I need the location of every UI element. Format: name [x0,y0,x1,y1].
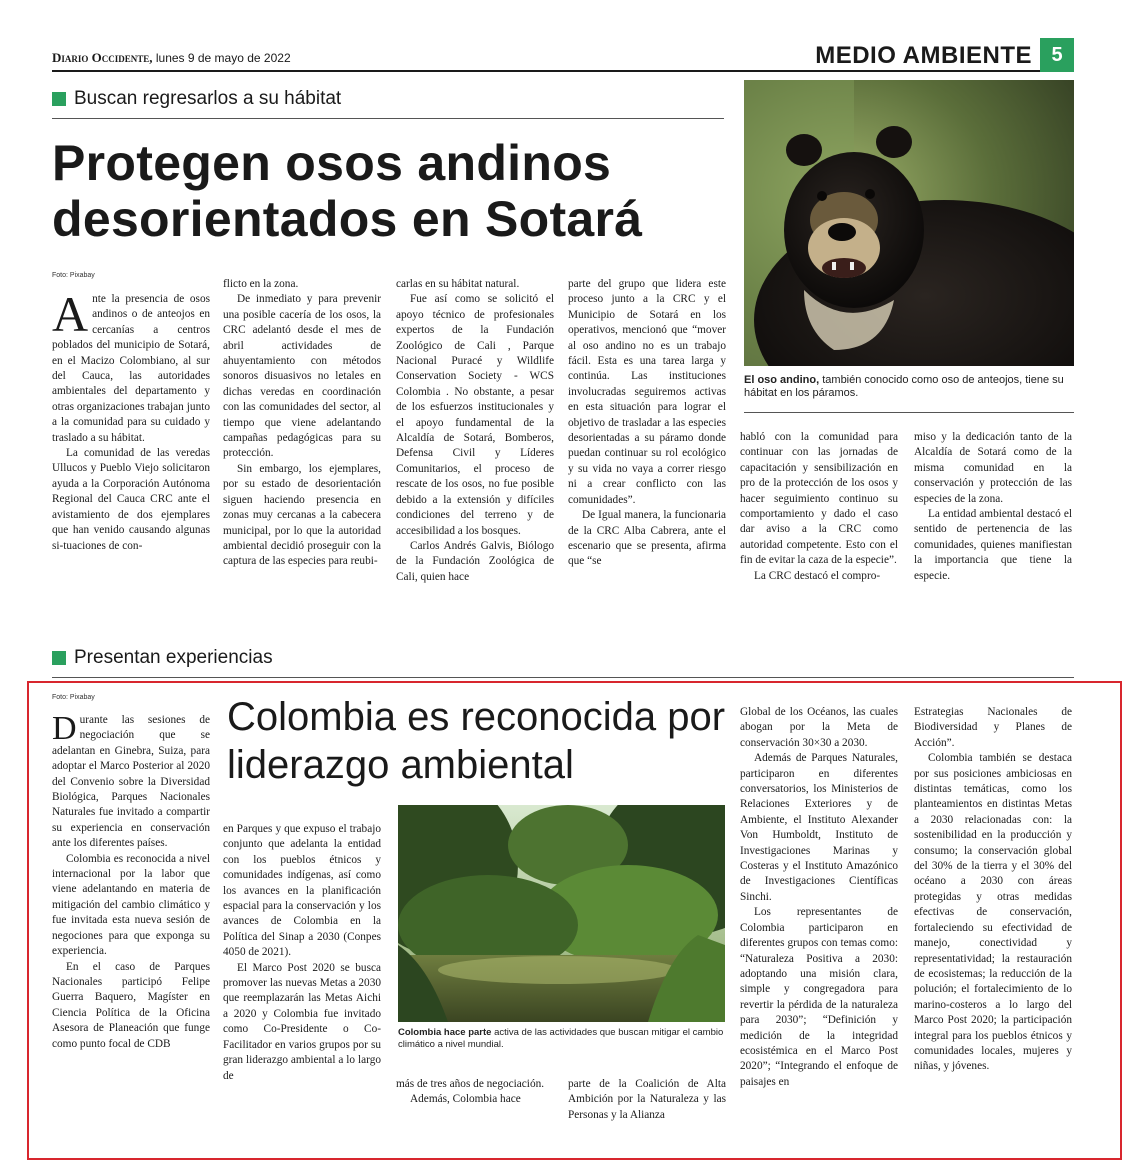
kicker-rule [52,677,1074,678]
article2-column-3: más de tres años de negociación. Además, Colombia hace [396,1078,545,1106]
article1-column-4: parte del grupo que lidera este proceso junto a la CRC y el Municipio de Sotará en los operativos, mencionó que “mover al oso andino no es un trabajo fácil. Esta es una tarea larga y continúa. Las instituciones involucradas seguiremos activas en esta situación para lograr el objetivo de trasladar a las especies desorientadas a su páramo donde puedan continuar su rol ecológico y su vida no vaya a correr riesgo ni a crear conflicto con las comunidades”. De Igual manera, la funcionaria de la CRC Alba Cabrera, ante el escenario que se presenta, afirma que “se [568,278,726,568]
article1-column-5: habló con la comunidad para continuar con las jornadas de capacitación y sensibilización en pro de la protección de los osos y hacer seguimiento continuo su comportamiento y dado el caso dar aviso a la CRC como autoridad competente. Esto con el fin de evitar la caza de la especie”. La CRC destacó el compro- [740,431,898,582]
forest-river-photo [398,805,725,1022]
page-number: 5 [1040,38,1074,72]
kicker-square-icon [52,651,66,665]
kicker-square-icon [52,92,66,106]
section-name: MEDIO AMBIENTE [815,42,1032,69]
article2-dropcap: D [52,710,77,747]
article2-column-1: Durante las sesiones de negociación que se adelantan en Ginebra, Suiza, para adoptar el Marco Posterior al 2020 del Convenio sobre la Diversidad Biológica, Parques Nacionales Naturales fue invitado a compartir su experiencia en conservación ante los diferentes países. Colombia es reconocida a nivel internacional por la labor que viene adelantando en materia de mitigación del cambio climático y fue invitada esta nueva sesión de negociones para que exponga su experiencia. En el caso de Parques Nacionales participó Felipe Guerra Baquero, Magíster en Ciencia Política de la Oficina Asesora de Planeación que funge como punto focal de CDB [52,710,210,1050]
article2-headline: Colombia es reconocida por liderazgo ambiental [227,695,726,787]
article1-column-3: carlas en su hábitat natural. Fue así como se solicitó el apoyo técnico de profesionales expertos de la Fundación Zoológico de Cali , Parque Nacional Puracé y Wildlife Conservation Society - WCS Colombia . No obstante, a pesar de los esfuerzos institucionales y el apoyo fundamental de la Alcaldía de Sotará, Bomberos, Defensa Civil y Líderes Comunitarios, el proceso de rescate de los osos, no fue posible debido a la extensión y difíciles condiciones del terreno y de accesibilidad a los bosques. Carlos Andrés Galvis, Biólogo de la Fundación Zoológica de Cali, quien hace [396,278,554,583]
masthead [52,38,1074,72]
article1-dropcap: A [52,286,89,342]
article1-column-6: miso y la dedicación tanto de la Alcaldía de Sotará como de la misma comunidad en la conservación y protección de las especies de la zona. La entidad ambiental destacó el sentido de pertenencia de las comunidades, quienes manifiestan la importancia que tiene la especie. [914,431,1072,582]
kicker-rule [52,118,724,119]
article1-kicker [52,88,341,110]
andean-bear-photo [744,80,1074,366]
masthead-dateline [52,50,291,66]
article1-photo-caption: El oso andino, también conocido como oso de anteojos, tiene su hábitat en los páramos. [744,374,1064,399]
article1-photo-credit: Foto: Pixabay [52,272,95,279]
publication-date: lunes 9 de mayo de 2022 [152,51,291,65]
bear-image-icon [744,80,1074,366]
article2-column-4: parte de la Coalición de Alta Ambición por la Naturaleza y las Personas y la Alianza [568,1078,726,1121]
forest-image-icon [398,805,725,1022]
article1-headline: Protegen osos andinos desorientados en Sotará [52,135,643,247]
article2-photo-credit: Foto: Pixabay [52,694,95,701]
caption-rule [744,412,1074,413]
newspaper-name: Diario Occidente, [52,50,153,65]
article2-column-5: Global de los Océanos, las cuales abogan por la Meta de conservación 30×30 a 2030. Además de Parques Naturales, participaron en diferentes conversatorios, los Ministerios de Relaciones Exteriores y de Ambiente, el Instituto Alexander Von Humboldt, Instituto de Investigaciones Marinas y Costeras y el Instituto Amazónico de Investigaciones Científicas Sinchi. Los representantes de Colombia participaron en diferentes grupos con temas como: “Naturaleza Positiva a 2030: adoptando una misión clara, simple y congregadora para revertir la pérdida de la naturaleza para 2030”; “Definición y medición de la integridad ecosistémica en el Marco Post 2020”; “Integrando el enfoque de paisajes en [740,706,898,1088]
article1-column-1: Ante la presencia de osos andinos o de anteojos en cercanías a centros poblados del municipio de Sotará, en el Macizo Colombiano, al sur del Cauca, las autoridades ambientales del departamento y otras organizaciones trabajan junto a la comunidad para su cuidado y traslado a su hábitat. La comunidad de las veredas Ullucos y Pueblo Viejo solicitaron ayuda a la Corporación Autónoma Regional del Cauca CRC ante el avistamiento de dos ejemplares que han venido causando algunas si-tuaciones de con- [52,286,210,552]
article2-photo-caption: Colombia hace parte activa de las actividades que buscan mitigar el cambio climático a nivel mundial. [398,1027,724,1050]
article1-column-2: flicto en la zona. De inmediato y para prevenir una posible cacería de los osos, la CRC adelantó desde el mes de abril actividades de ahuyentamiento con métodos sonoros disuasivos no letales en dichas veredas en coordinación con las comunidades del sector, al tiempo que viene adelantando campañas pedagógicas para su protección. Sin embargo, los ejemplares, por su estado de desorientación siguen haciendo presencia en zonas muy cercanas a la cabecera municipal, por lo que la autoridad ambiental decidió proseguir con la captura de las especies para reubi- [223,278,381,568]
article2-column-2: en Parques y que expuso el trabajo conjunto que adelanta la entidad con los pueblos étnicos y comunidades indígenas, así como los avances en la planificación espacial para la conservación y los avances de Colombia en la Política del Sinap a 2030 (Conpes 4050 de 2021). El Marco Post 2020 se busca promover las nuevas Metas a 2030 que reemplazarán las Metas Aichi a 2020 y Colombia fue invitado como Co-Presidente o Co-Facilitador en varios grupos por su gran liderazgo ambiental a lo largo de [223,823,381,1082]
section-header [815,38,1074,72]
article2-column-6: Estrategias Nacionales de Biodiversidad y Planes de Acción”. Colombia también se destaca por sus posiciones ambiciosas en distintas temáticas, como los planteamientos en distintas Metas a 2030 relacionadas con: la sostenibilidad en la producción y consumo; la conservación global del 30% de la tierra y el 30% del océano a 2030 con áreas protegidas y otras medidas efectivas de conservación, fortaleciendo su efectividad de manejo, conectividad y representatividad; la restauración de ecosistemas; la reducción de la polución; el fortalecimiento de lo marino-costeros a lo largo del Marco Post 2020; la participación integral para los pueblos étnicos y comunidades locales, mujeres y niñas, y jóvenes. [914,706,1072,1073]
article1-kicker-text: Buscan regresarlos a su hábitat [74,88,342,109]
article2-kicker-text: Presentan experiencias [74,647,273,668]
article2-kicker [52,647,273,669]
